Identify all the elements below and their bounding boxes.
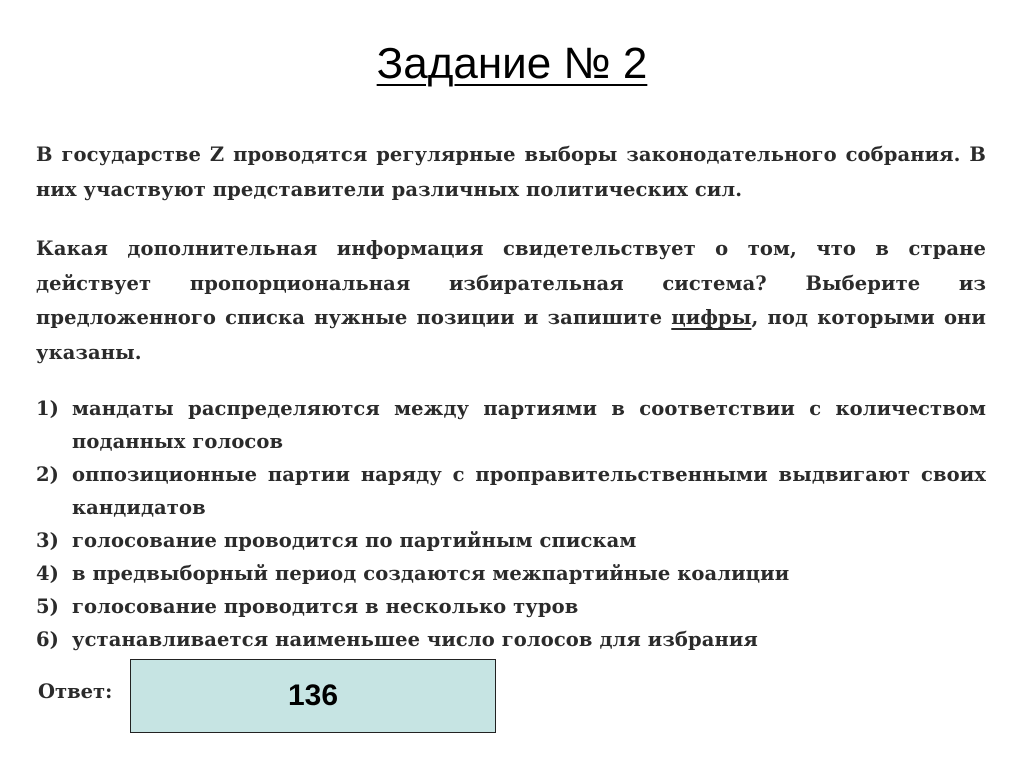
answer-option [36,458,986,524]
option-text: устанавливается наименьшее число голосов для избрания [72,628,758,651]
option-text: оппозиционные партии наряду с проправительственными выдвигают своих кандидатов [72,463,986,519]
answer-option [36,524,986,557]
task-question-part-1: Какая дополнительная информация свидетельствует о том, что в стране действует пропорциональная избирательная система? Выберите из предложенного списка нужные позиции и запишите [36,237,986,329]
option-text: мандаты распределяются между партиями в соответствии с количеством поданных голосов [72,397,986,453]
answer-option [36,392,986,458]
option-number: 3) [36,529,59,552]
answer-option [36,557,986,590]
answer-label: Ответ: [38,680,113,703]
answer-option [36,590,986,623]
option-text: голосование проводится в несколько туров [72,595,579,618]
option-number: 1) [36,397,59,420]
task-text [36,138,986,656]
option-number: 5) [36,595,59,618]
task-question [36,232,986,370]
answer-option [36,623,986,656]
slide-title: Задание № 2 [376,39,648,88]
task-question-emphasis: цифры [671,306,752,329]
answer-options-list [36,392,986,656]
answer-box: 136 [130,659,496,733]
option-number: 6) [36,628,59,651]
option-number: 2) [36,463,59,486]
option-number: 4) [36,562,59,585]
task-question-part-2: , под которыми они указаны. [36,306,986,364]
option-text: голосование проводится по партийным спискам [72,529,637,552]
task-condition: В государстве Z проводятся регулярные выборы законодательного собрания. В них участвуют представители различных политических сил. [36,143,986,201]
option-text: в предвыборный период создаются межпартийные коалиции [72,562,790,585]
